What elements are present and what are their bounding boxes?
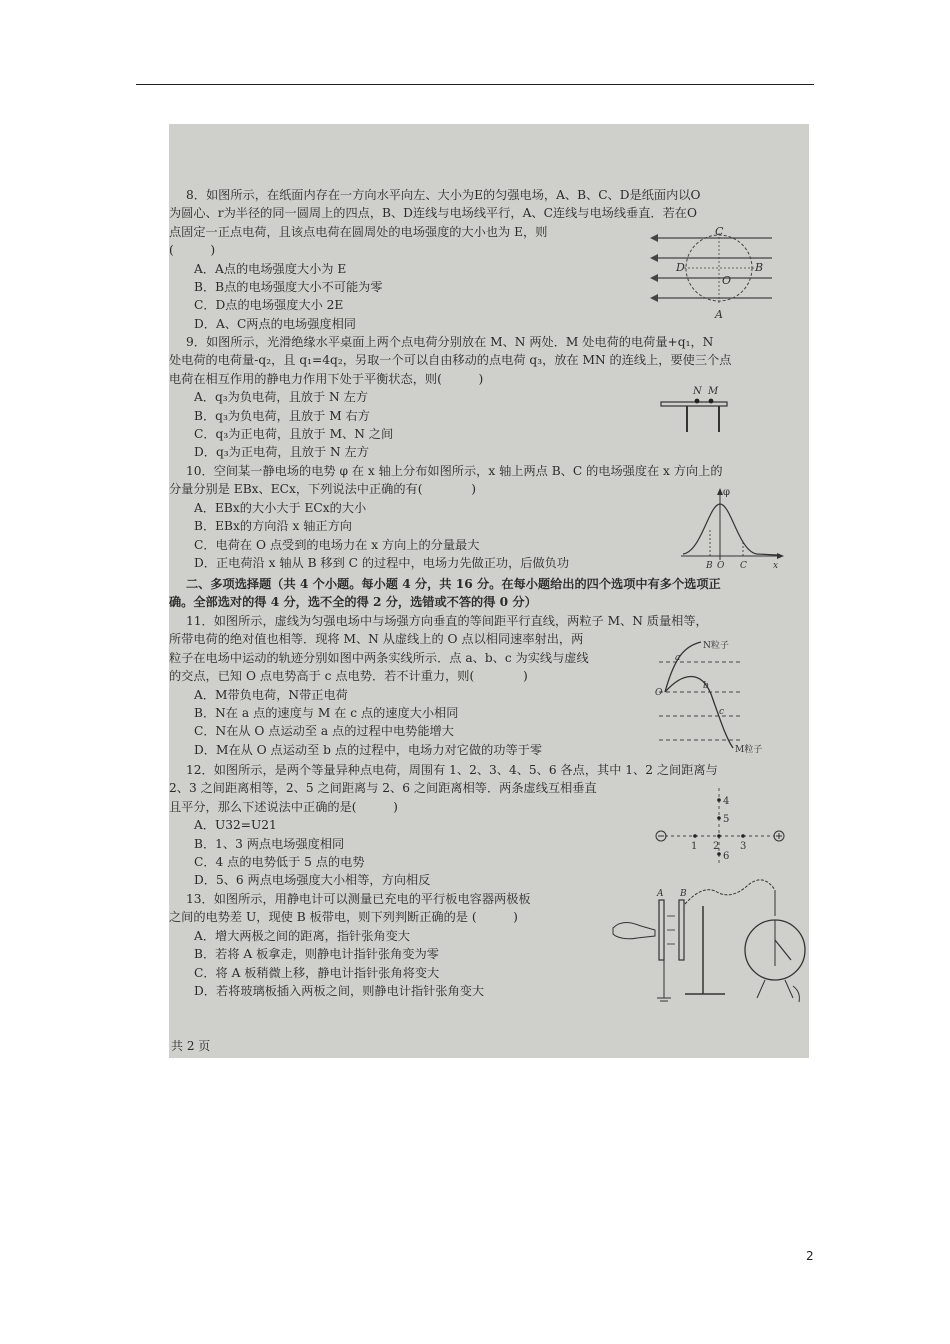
q12-option-d: D．5、6 两点电场强度大小相等，方向相反	[194, 873, 431, 888]
page-number: 2	[806, 1249, 814, 1263]
q11-option-d: D．M在从 O 点运动至 b 点的过程中，电场力对它做的功等于零	[194, 742, 543, 757]
q9-figure-table	[659, 386, 731, 436]
q11-label-m-particle: M粒子	[735, 745, 763, 755]
q10-label-o: O	[717, 561, 725, 570]
q13-figure-electrometer	[607, 876, 807, 1004]
q11-option-c: C．N在从 O 点运动至 a 点的过程中电势能增大	[194, 724, 454, 739]
q11-label-a: a	[675, 653, 681, 663]
q8-figure-field-circle	[647, 224, 777, 322]
q10-label-x: x	[773, 561, 779, 570]
q8-label-c: C	[715, 225, 724, 238]
q8-option-a: A．A点的电场强度大小为 E	[194, 261, 347, 276]
q9-label-n: N	[693, 386, 702, 397]
q10-label-c: C	[740, 561, 747, 570]
q10-option-a: A．EBx的大小大于 ECx的大小	[194, 500, 367, 515]
q11-line: 11．如图所示，虚线为匀强电场中与场强方向垂直的等间距平行直线，两粒子 M、N 质量相等，	[186, 614, 708, 628]
q8-line: 点固定一正点电荷，且该点电荷在圆周处的电场强度的大小也为 E，则	[169, 224, 548, 239]
header-rule	[136, 84, 814, 85]
q11-option-a: A．M带负电荷，N带正电荷	[194, 687, 348, 702]
q11-line: 粒子在电场中运动的轨迹分别如图中两条实线所示．点 a、b、c 为实线与虚线	[169, 650, 589, 665]
q8-line: ( )	[169, 243, 216, 258]
q12-line: 2、3 之间距离相等，2、5 之间距离与 2、6 之间距离相等．两条虚线互相垂直	[169, 781, 597, 796]
section-2-line: 确。全部选对的得 4 分，选不全的得 2 分，选错或不答的得 0 分）	[169, 595, 537, 610]
q13-option-a: A．增大两极之间的距离，指针张角变大	[194, 928, 410, 943]
q12-figure-dipole	[651, 784, 791, 870]
q10-option-b: B．EBx的方向沿 x 轴正方向	[194, 519, 352, 534]
q13-line: 13．如图所示，用静电计可以测量已充电的平行板电容器两极板	[186, 892, 531, 906]
q11-option-b: B．N在 a 点的速度与 M 在 c 点的速度大小相同	[194, 706, 459, 721]
q10-label-phi: φ	[723, 487, 731, 498]
q8-label-b: B	[755, 261, 764, 274]
q9-option-d: D．q₃为正电荷，且放于 N 左方	[194, 445, 369, 460]
q9-line: 9．如图所示，光滑绝缘水平桌面上两个点电荷分别放在 M、N 两处．M 处电荷的电荷量+q₁，N	[186, 335, 714, 349]
q12-label-5: 5	[723, 814, 730, 825]
q12-label-2: 2	[713, 841, 720, 852]
q8-label-d: D	[676, 261, 685, 274]
q11-figure-trajectories	[653, 636, 775, 756]
q12-option-b: B．1、3 两点电场强度相同	[194, 836, 345, 851]
q12-label-3: 3	[740, 841, 747, 852]
q9-option-a: A．q₃为负电荷，且放于 N 左方	[194, 390, 368, 405]
q12-label-1: 1	[691, 841, 698, 852]
q10-option-c: C．电荷在 O 点受到的电场力在 x 方向上的分量最大	[194, 537, 480, 552]
q9-option-c: C．q₃为正电荷，且放于 M、N 之间	[194, 427, 394, 442]
q9-line: 处电荷的电荷量-q₂，且 q₁=4q₂，另取一个可以自由移动的点电荷 q₃，放在 MN 的连线上，要使三个点	[169, 353, 732, 368]
q11-line: 所带电荷的绝对值也相等．现将 M、N 从虚线上的 O 点以相同速率射出，两	[169, 632, 584, 647]
q11-label-o: O	[655, 688, 663, 698]
photo-footer: 共 2 页	[171, 1039, 211, 1053]
q9-label-m: M	[708, 386, 719, 397]
q11-label-c: c	[719, 707, 725, 717]
q12-label-4: 4	[723, 796, 730, 807]
q13-option-c: C．将 A 板稍微上移，静电计指针张角将变大	[194, 965, 440, 980]
q8-option-b: B．B点的电场强度大小不可能为零	[194, 280, 383, 295]
q10-line: 10．空间某一静电场的电势 φ 在 x 轴上分布如图所示，x 轴上两点 B、C 的电场强度在 x 方向上的	[186, 464, 723, 478]
q13-line: 之间的电势差 U，现使 B 板带电，则下列判断正确的是 ( )	[169, 910, 518, 925]
q12-option-a: A．U32=U21	[194, 818, 277, 833]
q8-option-c: C．D点的电场强度大小 2E	[194, 298, 344, 313]
scanned-exam-photo	[169, 124, 809, 1058]
q9-option-b: B．q₃为负电荷，且放于 M 右方	[194, 408, 370, 423]
q8-option-d: D．A、C两点的电场强度相同	[194, 316, 356, 331]
q13-option-d: D．若将玻璃板插入两板之间，则静电计指针张角变大	[194, 984, 485, 999]
q12-line: 12．如图所示，是两个等量异种点电荷，周围有 1、2、3、4、5、6 各点，其中 1、2 之间距离与	[186, 763, 718, 777]
q8-label-o: O	[722, 274, 732, 287]
q13-option-b: B．若将 A 板拿走，则静电计指针张角变为零	[194, 947, 439, 962]
q11-label-b: b	[703, 681, 709, 691]
q10-option-d: D．正电荷沿 x 轴从 B 移到 C 的过程中，电场力先做正功，后做负功	[194, 556, 570, 571]
q11-label-n-particle: N粒子	[703, 641, 729, 651]
q8-line: 8．如图所示，在纸面内存在一方向水平向左、大小为E的匀强电场，A、B、C、D是纸面内以O	[186, 188, 701, 202]
q8-line: 为圆心、r为半径的同一圆周上的四点，B、D连线与电场线平行，A、C连线与电场线垂直．若在O	[169, 206, 697, 221]
q12-option-c: C．4 点的电势低于 5 点的电势	[194, 855, 365, 870]
q10-label-b: B	[706, 561, 713, 570]
q8-label-a: A	[715, 308, 723, 321]
q10-line: 分量分别是 EBx、ECx，下列说法中正确的有( )	[169, 482, 476, 497]
q10-figure-potential-curve	[677, 484, 787, 570]
q13-label-b: B	[680, 889, 687, 899]
q12-line: 且平分，那么下述说法中正确的是( )	[169, 799, 398, 814]
q13-label-a: A	[657, 889, 664, 899]
section-2-heading	[169, 575, 809, 612]
q11-line: 的交点，已知 O 点电势高于 c 点电势．若不计重力，则( )	[169, 669, 528, 684]
section-2-line: 二、多项选择题（共 4 个小题。每小题 4 分，共 16 分。在每小题给出的四个选项中有多个选项正	[186, 577, 721, 591]
q12-label-6: 6	[723, 851, 730, 862]
q9-line: 电荷在相互作用的静电力作用下处于平衡状态，则( )	[169, 371, 484, 386]
